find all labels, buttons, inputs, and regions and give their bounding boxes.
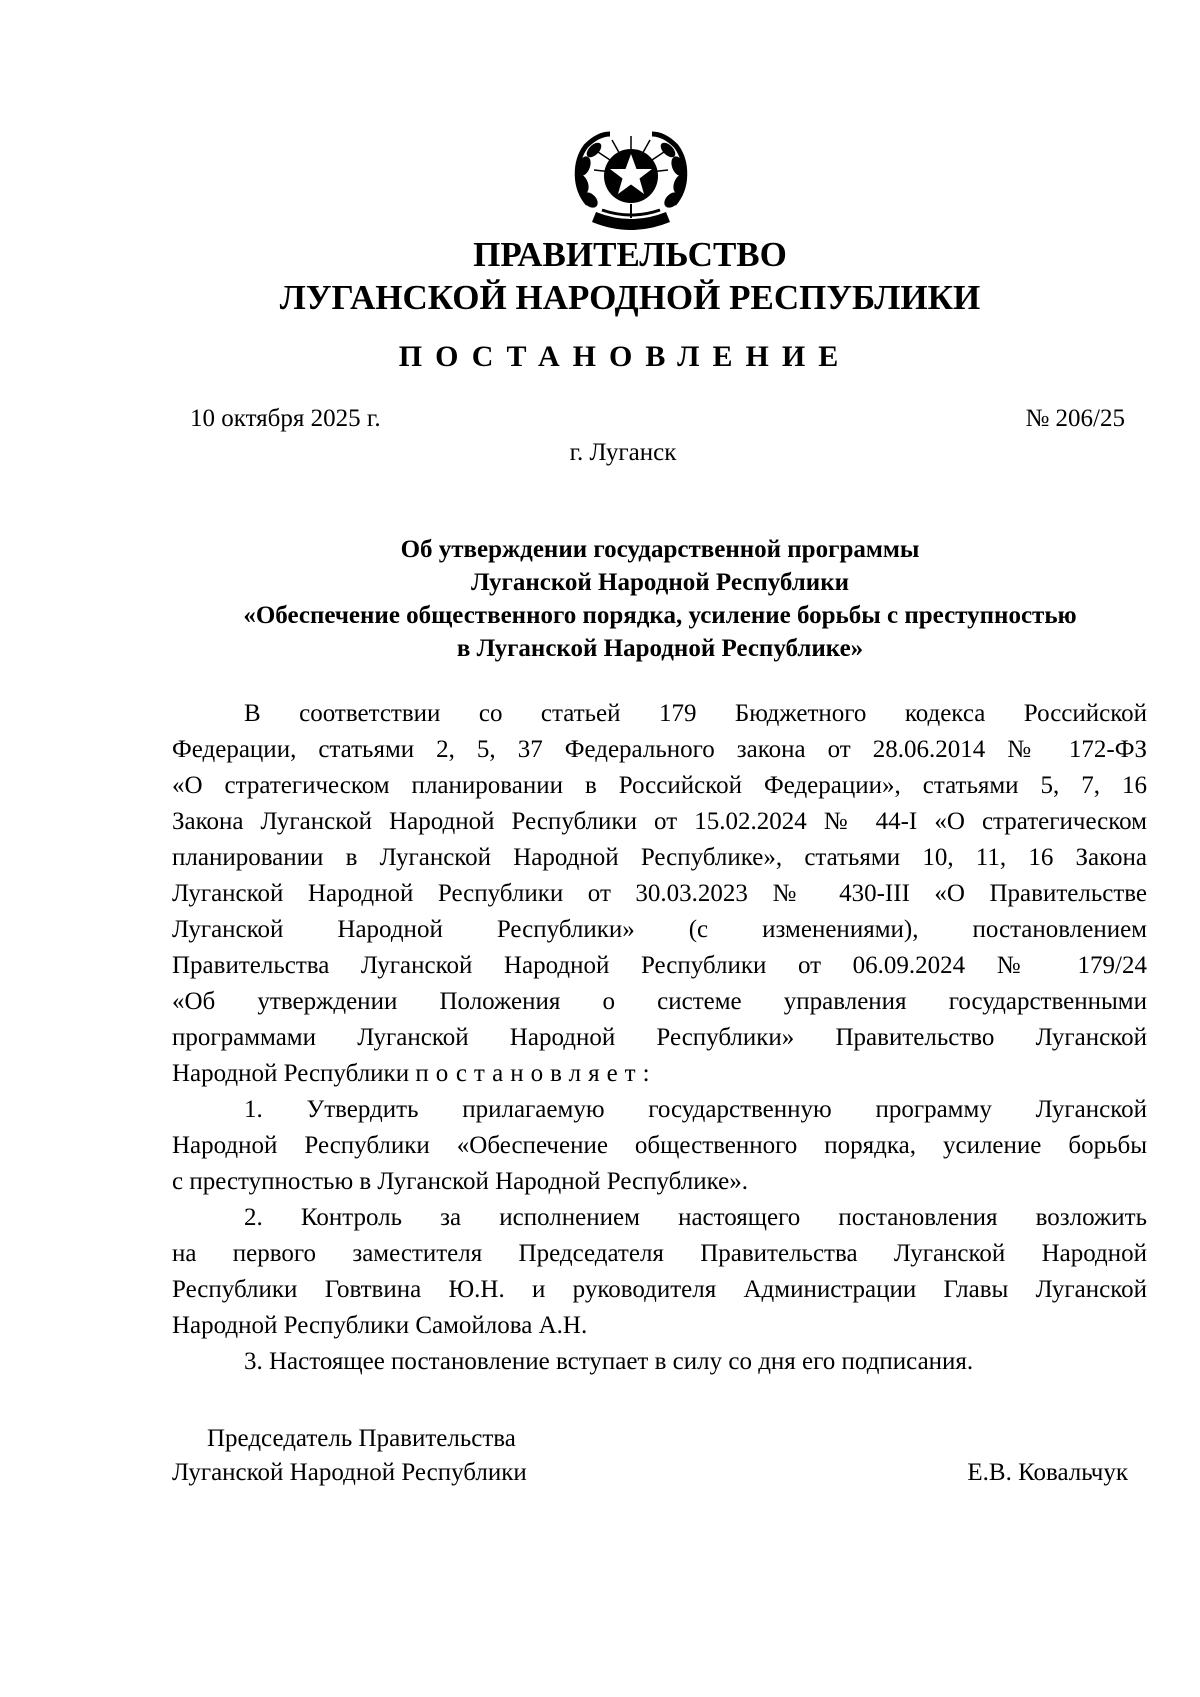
- heading-line: «Обеспечение общественного порядка, усиление борьбы с преступностью: [243, 602, 1077, 629]
- document-city: г. Луганск: [569, 439, 677, 466]
- item-line: Народной Республики Самойлова А.Н.: [172, 1312, 588, 1339]
- preamble-line: Правительства Луганской Народной Республики от 06.09.2024 № 179/24: [172, 952, 1147, 979]
- preamble-line: Закона Луганской Народной Республики от 15.02.2024 № 44-I «О стратегическом: [172, 808, 1147, 835]
- preamble-line: «Об утверждении Положения о системе управления государственными: [172, 988, 1147, 1015]
- preamble-line: Федерации, статьями 2, 5, 37 Федерального закона от 28.06.2014 № 172-ФЗ: [172, 736, 1147, 763]
- signatory-position-line1: Председатель Правительства: [207, 1425, 516, 1452]
- preamble-line: Луганской Народной Республики» (с изменениями), постановлением: [172, 916, 1147, 943]
- preamble-line: В соответствии со статьей 179 Бюджетного кодекса Российской: [244, 700, 1147, 727]
- preamble-last-text: Народной Республики: [172, 1060, 410, 1087]
- preamble-line: [172, 1056, 1147, 1092]
- decree-word: постановляет:: [415, 1060, 657, 1087]
- item-line: на первого заместителя Председателя Правительства Луганской Народной: [172, 1240, 1147, 1267]
- item-line: 3. Настоящее постановление вступает в силу со дня его подписания.: [244, 1348, 974, 1375]
- signatory-name: Е.В. Ковальчук: [967, 1459, 1128, 1486]
- signatory-position-line2: Луганской Народной Республики: [172, 1459, 527, 1486]
- preamble-line: «О стратегическом планировании в Российской Федерации», статьями 5, 7, 16: [172, 772, 1147, 799]
- item-line: Народной Республики «Обеспечение общественного порядка, усиление борьбы: [172, 1132, 1147, 1159]
- heading-line: Об утверждении государственной программы: [400, 536, 920, 563]
- item-line: Республики Говтвина Ю.Н. и руководителя Администрации Главы Луганской: [172, 1276, 1147, 1303]
- document-body: [172, 696, 1147, 1380]
- document-heading: [170, 533, 1150, 665]
- item-line: 1. Утвердить прилагаемую государственную программу Луганской: [244, 1096, 1147, 1123]
- item-line: 2. Контроль за исполнением настоящего постановления возложить: [244, 1204, 1147, 1231]
- heading-line: Луганской Народной Республики: [470, 569, 850, 596]
- heading-line: в Луганской Народной Республике»: [456, 635, 864, 662]
- document-type: ПОСТАНОВЛЕНИЕ: [398, 340, 852, 373]
- document-date: 10 октября 2025 г.: [190, 405, 381, 432]
- lpr-coat-of-arms-icon: [568, 126, 694, 236]
- preamble-line: Луганской Народной Республики от 30.03.2023 № 430-III «О Правительстве: [172, 880, 1147, 907]
- org-title-line2: ЛУГАНСКОЙ НАРОДНОЙ РЕСПУБЛИКИ: [279, 278, 981, 317]
- preamble-line: программами Луганской Народной Республики» Правительство Луганской: [172, 1024, 1147, 1051]
- org-title-line1: ПРАВИТЕЛЬСТВО: [473, 235, 787, 274]
- preamble-line: планировании в Луганской Народной Республике», статьями 10, 11, 16 Закона: [172, 844, 1147, 871]
- item-line: с преступностью в Луганской Народной Республике».: [172, 1168, 749, 1195]
- document-number: № 206/25: [1025, 405, 1125, 432]
